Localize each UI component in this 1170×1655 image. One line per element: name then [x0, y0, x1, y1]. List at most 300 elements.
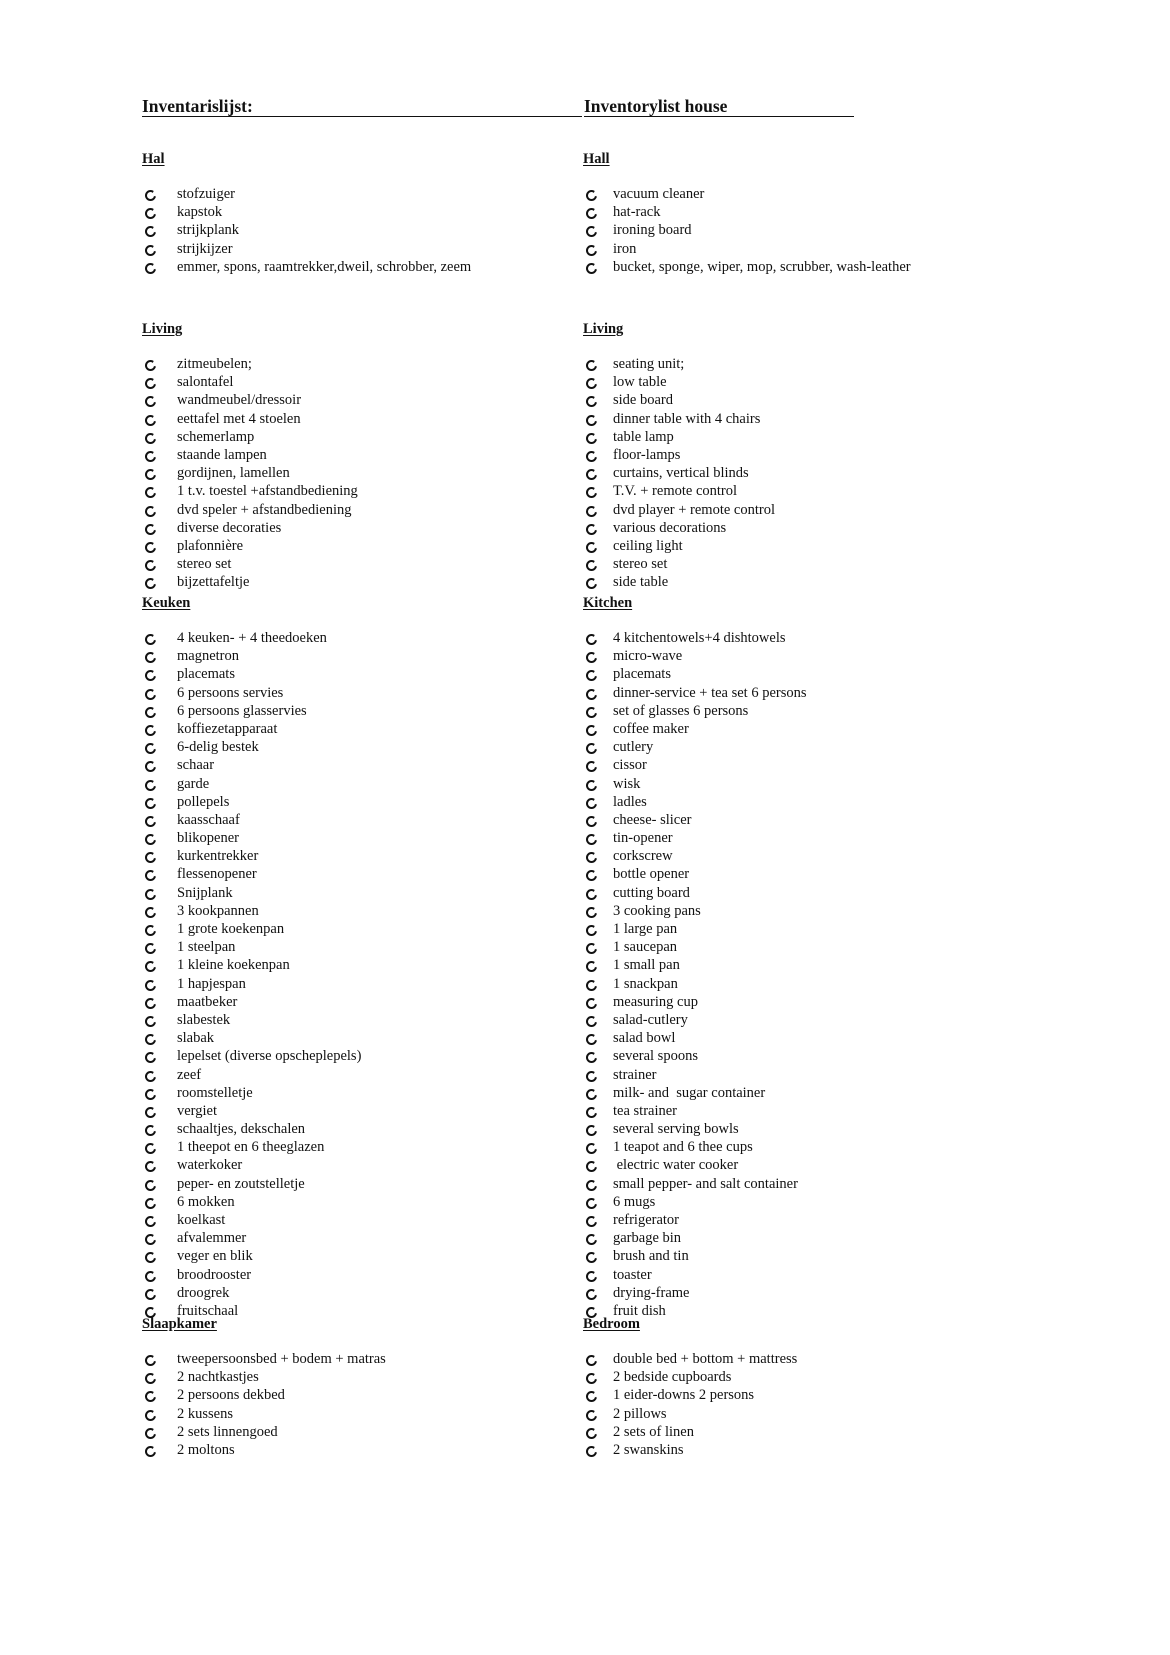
checkbox-circle-icon[interactable] [586, 816, 597, 827]
list-item [142, 446, 267, 464]
item-label: refrigerator [613, 1212, 680, 1228]
checkbox-circle-icon[interactable] [145, 578, 156, 589]
list-item [583, 1011, 688, 1029]
item-label: milk- and sugar container [613, 1084, 766, 1101]
checkbox-circle-icon[interactable] [586, 469, 597, 480]
item-label: curtains, vertical blinds [613, 465, 749, 482]
checkbox-circle-icon[interactable] [145, 689, 156, 700]
list-item [583, 1350, 798, 1368]
list-item [142, 1175, 305, 1193]
checkbox-circle-icon[interactable] [586, 1355, 597, 1366]
list-item [142, 1229, 247, 1247]
checkbox-circle-icon[interactable] [145, 780, 156, 791]
list-item [142, 1138, 325, 1156]
item-label: strijkplank [177, 222, 240, 239]
item-label: maatbeker [177, 993, 238, 1010]
item-list [583, 1350, 798, 1459]
list-item [142, 665, 235, 683]
section-heading: Kitchen [583, 595, 633, 611]
item-label: fruit dish [613, 1302, 666, 1319]
item-list [142, 185, 472, 276]
checkbox-circle-icon[interactable] [586, 433, 597, 444]
list-item [142, 1029, 215, 1047]
checkbox-circle-icon[interactable] [145, 487, 156, 498]
checkbox-circle-icon[interactable] [145, 415, 156, 426]
list-item [583, 185, 705, 203]
checkbox-circle-icon[interactable] [145, 208, 156, 219]
item-label: strijkijzer [177, 240, 233, 257]
list-item [583, 811, 692, 829]
checkbox-circle-icon[interactable] [586, 208, 597, 219]
item-label: 1 grote koekenpan [177, 921, 285, 937]
item-label: 1 theepot en 6 theeglazen [177, 1139, 325, 1156]
item-label: blikopener [177, 830, 240, 847]
checkbox-circle-icon[interactable] [145, 263, 156, 274]
checkbox-circle-icon[interactable] [586, 226, 597, 237]
checkbox-circle-icon[interactable] [586, 889, 597, 900]
item-label: various decorations [613, 519, 727, 536]
item-label: 1 eider-downs 2 persons [613, 1387, 755, 1404]
checkbox-circle-icon[interactable] [145, 889, 156, 900]
item-label: 1 snackpan [613, 975, 678, 992]
list-item [583, 920, 678, 938]
list-item [583, 1175, 798, 1193]
checkbox-circle-icon[interactable] [586, 1410, 597, 1421]
item-label: afvalemmer [177, 1230, 247, 1247]
checkbox-circle-icon[interactable] [145, 451, 156, 462]
checkbox-circle-icon[interactable] [586, 634, 597, 645]
checkbox-circle-icon[interactable] [145, 798, 156, 809]
item-label: 1 large pan [613, 921, 678, 937]
list-item [142, 756, 215, 774]
item-label: Snijplank [177, 884, 233, 901]
list-item [142, 647, 240, 665]
list-item [583, 684, 807, 702]
item-label: 2 moltons [177, 1441, 235, 1458]
checkbox-circle-icon[interactable] [145, 542, 156, 553]
checkbox-circle-icon[interactable] [586, 396, 597, 407]
item-label: 1 steelpan [177, 939, 236, 956]
list-item [583, 938, 678, 956]
list-item [583, 629, 786, 647]
list-item [583, 555, 668, 573]
list-item [583, 738, 654, 756]
item-label: magnetron [177, 648, 240, 665]
item-label: kaasschaaf [177, 811, 240, 828]
item-list [142, 1350, 386, 1459]
list-item [142, 573, 250, 591]
checkbox-circle-icon[interactable] [145, 1161, 156, 1172]
checkbox-circle-icon[interactable] [586, 834, 597, 845]
list-item [583, 1405, 667, 1423]
checkbox-circle-icon[interactable] [586, 1161, 597, 1172]
checkbox-circle-icon[interactable] [586, 378, 597, 389]
checkbox-circle-icon[interactable] [586, 1089, 597, 1100]
list-item [583, 464, 749, 482]
item-label: 1 saucepan [613, 939, 678, 956]
item-label: placemats [613, 666, 671, 683]
item-label: zeef [177, 1066, 202, 1083]
checkbox-circle-icon[interactable] [145, 1016, 156, 1027]
item-label: 1 t.v. toestel +afstandbediening [177, 483, 358, 500]
checkbox-circle-icon[interactable] [586, 1071, 597, 1082]
checkbox-circle-icon[interactable] [586, 1234, 597, 1245]
item-label: cutlery [613, 739, 654, 756]
checkbox-circle-icon[interactable] [145, 396, 156, 407]
item-label: ceiling light [613, 537, 683, 554]
item-label: waterkoker [177, 1157, 243, 1174]
item-label: eettafel met 4 stoelen [177, 410, 301, 427]
checkbox-circle-icon[interactable] [586, 1052, 597, 1063]
list-item [142, 1102, 217, 1120]
checkbox-circle-icon[interactable] [586, 907, 597, 918]
list-item [142, 884, 233, 902]
section-hal-right [583, 150, 911, 276]
list-item [583, 391, 673, 409]
list-item [583, 1029, 676, 1047]
checkbox-circle-icon[interactable] [145, 524, 156, 535]
list-item [142, 1156, 243, 1174]
list-item [142, 391, 302, 409]
item-list [583, 355, 775, 591]
item-label: schaar [177, 757, 215, 774]
item-label: 1 hapjespan [177, 975, 246, 992]
checkbox-circle-icon[interactable] [145, 998, 156, 1009]
checkbox-circle-icon[interactable] [586, 998, 597, 1009]
checkbox-circle-icon[interactable] [145, 1143, 156, 1154]
checkbox-circle-icon[interactable] [145, 1125, 156, 1136]
list-item [583, 865, 690, 883]
checkbox-circle-icon[interactable] [145, 226, 156, 237]
list-item [583, 428, 674, 446]
list-item [142, 847, 259, 865]
section-keuken-left [142, 594, 362, 1320]
list-item [583, 1047, 698, 1065]
list-item [583, 702, 749, 720]
checkbox-circle-icon[interactable] [145, 1071, 156, 1082]
document-title-english: Inventorylist house [584, 96, 854, 117]
item-label: dinner-service + tea set 6 persons [613, 684, 807, 701]
item-label: 2 sets of linen [613, 1423, 694, 1440]
checkbox-circle-icon[interactable] [586, 245, 597, 256]
checkbox-circle-icon[interactable] [586, 1271, 597, 1282]
checkbox-circle-icon[interactable] [145, 816, 156, 827]
item-label: veger en blik [177, 1248, 253, 1265]
list-item [583, 829, 673, 847]
list-item [142, 975, 246, 993]
list-item [583, 1084, 766, 1102]
item-label: 2 nachtkastjes [177, 1369, 259, 1386]
item-label: 2 swanskins [613, 1441, 684, 1458]
item-label: corkscrew [613, 848, 673, 865]
item-label: toaster [613, 1266, 652, 1283]
checkbox-circle-icon[interactable] [145, 1107, 156, 1118]
item-label: tin-opener [613, 830, 673, 847]
checkbox-circle-icon[interactable] [586, 1125, 597, 1136]
checkbox-circle-icon[interactable] [145, 1355, 156, 1366]
item-label: flessenopener [177, 866, 257, 883]
checkbox-circle-icon[interactable] [145, 870, 156, 881]
item-label: strainer [613, 1066, 657, 1083]
item-list [142, 355, 358, 591]
checkbox-circle-icon[interactable] [145, 1373, 156, 1384]
item-label: small pepper- and salt container [613, 1175, 798, 1192]
checkbox-circle-icon[interactable] [586, 780, 597, 791]
checkbox-circle-icon[interactable] [586, 725, 597, 736]
list-item [583, 573, 669, 591]
checkbox-circle-icon[interactable] [586, 190, 597, 201]
list-item [142, 993, 238, 1011]
checkbox-circle-icon[interactable] [586, 1034, 597, 1045]
checkbox-circle-icon[interactable] [586, 743, 597, 754]
checkbox-circle-icon[interactable] [145, 725, 156, 736]
checkbox-circle-icon[interactable] [586, 560, 597, 571]
checkbox-circle-icon[interactable] [586, 415, 597, 426]
list-item [583, 647, 683, 665]
item-label: 4 kitchentowels+4 dishtowels [613, 630, 786, 646]
list-item [142, 258, 472, 276]
checkbox-circle-icon[interactable] [145, 360, 156, 371]
checkbox-circle-icon[interactable] [586, 524, 597, 535]
item-label: 2 pillows [613, 1405, 667, 1422]
list-item [142, 684, 284, 702]
list-item [583, 665, 671, 683]
checkbox-circle-icon[interactable] [145, 907, 156, 918]
list-item [583, 373, 667, 391]
item-label: electric water cooker [613, 1157, 739, 1174]
list-item [142, 1120, 306, 1138]
item-label: cissor [613, 757, 647, 774]
item-label: low table [613, 374, 667, 391]
list-item [583, 203, 661, 221]
list-item [142, 1211, 226, 1229]
list-item [583, 482, 738, 500]
checkbox-circle-icon[interactable] [145, 1216, 156, 1227]
item-label: stereo set [177, 556, 232, 573]
list-item [142, 1011, 231, 1029]
item-label: salad-cutlery [613, 1011, 688, 1028]
item-label: side table [613, 574, 669, 591]
item-label: salad bowl [613, 1030, 676, 1047]
item-list [583, 629, 807, 1320]
list-item [142, 811, 240, 829]
checkbox-circle-icon[interactable] [586, 1289, 597, 1300]
list-item [583, 1441, 684, 1459]
checkbox-circle-icon[interactable] [586, 578, 597, 589]
checkbox-circle-icon[interactable] [586, 263, 597, 274]
checkbox-circle-icon[interactable] [586, 870, 597, 881]
item-list [142, 629, 362, 1320]
list-item [583, 1368, 732, 1386]
checkbox-circle-icon[interactable] [145, 980, 156, 991]
item-label: 2 persoons dekbed [177, 1387, 285, 1404]
item-label: slabestek [177, 1011, 231, 1028]
section-heading: Slaapkamer [142, 1316, 217, 1332]
list-item [583, 1156, 739, 1174]
checkbox-circle-icon[interactable] [586, 761, 597, 772]
checkbox-circle-icon[interactable] [586, 1198, 597, 1209]
item-label: 4 keuken- + 4 theedoeken [177, 630, 327, 646]
list-item [142, 519, 282, 537]
checkbox-circle-icon[interactable] [145, 433, 156, 444]
checkbox-circle-icon[interactable] [586, 487, 597, 498]
checkbox-circle-icon[interactable] [145, 190, 156, 201]
checkbox-circle-icon[interactable] [145, 1198, 156, 1209]
checkbox-circle-icon[interactable] [145, 834, 156, 845]
list-item [583, 519, 727, 537]
list-item [583, 1423, 694, 1441]
item-label: placemats [177, 666, 235, 683]
list-item [142, 1084, 253, 1102]
item-label: dvd player + remote control [613, 501, 775, 518]
section-living-right [583, 320, 775, 591]
item-label: plafonnière [177, 537, 244, 554]
checkbox-circle-icon[interactable] [145, 961, 156, 972]
item-label: hat-rack [613, 204, 661, 221]
checkbox-circle-icon[interactable] [586, 852, 597, 863]
checkbox-circle-icon[interactable] [145, 469, 156, 480]
checkbox-circle-icon[interactable] [586, 652, 597, 663]
list-item [583, 1386, 755, 1404]
list-item [583, 258, 911, 276]
checkbox-circle-icon[interactable] [145, 245, 156, 256]
item-label: droogrek [177, 1284, 230, 1301]
item-label: garde [177, 775, 210, 792]
checkbox-circle-icon[interactable] [586, 798, 597, 809]
checkbox-circle-icon[interactable] [145, 1034, 156, 1045]
list-item [142, 865, 257, 883]
checkbox-circle-icon[interactable] [586, 1016, 597, 1027]
list-item [142, 1247, 253, 1265]
checkbox-circle-icon[interactable] [145, 1410, 156, 1421]
checkbox-circle-icon[interactable] [145, 1052, 156, 1063]
list-item [583, 1247, 689, 1265]
list-item [142, 938, 236, 956]
checkbox-circle-icon[interactable] [586, 707, 597, 718]
checkbox-circle-icon[interactable] [145, 652, 156, 663]
checkbox-circle-icon[interactable] [586, 542, 597, 553]
checkbox-circle-icon[interactable] [145, 670, 156, 681]
item-label: coffee maker [613, 720, 689, 737]
checkbox-circle-icon[interactable] [145, 707, 156, 718]
checkbox-circle-icon[interactable] [145, 1089, 156, 1100]
section-hal-left [142, 150, 472, 276]
checkbox-circle-icon[interactable] [586, 360, 597, 371]
section-heading: Hal [142, 151, 165, 167]
checkbox-circle-icon[interactable] [586, 1252, 597, 1263]
checkbox-circle-icon[interactable] [586, 1428, 597, 1439]
checkbox-circle-icon[interactable] [145, 1391, 156, 1402]
list-item [142, 1266, 252, 1284]
list-item [142, 501, 352, 519]
item-label: schaaltjes, dekschalen [177, 1121, 306, 1138]
item-label: seating unit; [613, 356, 685, 372]
item-label: garbage bin [613, 1230, 682, 1247]
checkbox-circle-icon[interactable] [586, 980, 597, 991]
checkbox-circle-icon[interactable] [586, 943, 597, 954]
checkbox-circle-icon[interactable] [145, 1180, 156, 1191]
list-item [583, 1102, 678, 1120]
checkbox-circle-icon[interactable] [586, 1216, 597, 1227]
item-label: 2 sets linnengoed [177, 1423, 278, 1440]
list-item [142, 203, 223, 221]
item-label: 2 bedside cupboards [613, 1369, 732, 1386]
checkbox-circle-icon[interactable] [586, 451, 597, 462]
checkbox-circle-icon[interactable] [145, 1289, 156, 1300]
checkbox-circle-icon[interactable] [145, 761, 156, 772]
section-heading: Hall [583, 151, 610, 167]
list-item [142, 555, 232, 573]
list-item [583, 1193, 656, 1211]
checkbox-circle-icon[interactable] [145, 506, 156, 517]
list-item [142, 428, 255, 446]
checkbox-circle-icon[interactable] [145, 852, 156, 863]
checkbox-circle-icon[interactable] [586, 1143, 597, 1154]
checkbox-circle-icon[interactable] [145, 634, 156, 645]
section-heading: Keuken [142, 595, 191, 611]
checkbox-circle-icon[interactable] [586, 1373, 597, 1384]
checkbox-circle-icon[interactable] [586, 670, 597, 681]
checkbox-circle-icon[interactable] [586, 961, 597, 972]
list-item [142, 185, 235, 203]
checkbox-circle-icon[interactable] [145, 1446, 156, 1457]
checkbox-circle-icon[interactable] [586, 1391, 597, 1402]
checkbox-circle-icon[interactable] [586, 1107, 597, 1118]
list-item [142, 1386, 285, 1404]
item-label: side board [613, 392, 673, 409]
checkbox-circle-icon[interactable] [145, 560, 156, 571]
item-label: 6 persoons servies [177, 684, 284, 701]
checkbox-circle-icon[interactable] [145, 743, 156, 754]
checkbox-circle-icon[interactable] [145, 1428, 156, 1439]
list-item [583, 775, 641, 793]
list-item [583, 240, 637, 258]
item-label: diverse decoraties [177, 519, 282, 536]
checkbox-circle-icon[interactable] [145, 1271, 156, 1282]
item-label: wisk [613, 775, 641, 792]
list-item [142, 920, 285, 938]
list-item [142, 1066, 202, 1084]
checkbox-circle-icon[interactable] [145, 1234, 156, 1245]
checkbox-circle-icon[interactable] [145, 943, 156, 954]
item-label: iron [613, 240, 637, 257]
checkbox-circle-icon[interactable] [586, 1446, 597, 1457]
item-label: fruitschaal [177, 1302, 239, 1319]
list-item [583, 756, 647, 774]
item-label: ironing board [613, 222, 692, 239]
list-item [142, 537, 244, 555]
item-label: set of glasses 6 persons [613, 702, 749, 719]
item-label: drying-frame [613, 1284, 690, 1301]
item-label: 1 kleine koekenpan [177, 957, 290, 974]
checkbox-circle-icon[interactable] [586, 506, 597, 517]
checkbox-circle-icon[interactable] [586, 1180, 597, 1191]
checkbox-circle-icon[interactable] [586, 925, 597, 936]
checkbox-circle-icon[interactable] [586, 689, 597, 700]
list-item [142, 1423, 278, 1441]
checkbox-circle-icon[interactable] [145, 1252, 156, 1263]
list-item [142, 1193, 235, 1211]
item-label: bijzettafeltje [177, 574, 250, 591]
checkbox-circle-icon[interactable] [145, 925, 156, 936]
list-item [583, 537, 683, 555]
list-item [142, 738, 259, 756]
list-item [583, 1266, 652, 1284]
checkbox-circle-icon[interactable] [145, 378, 156, 389]
list-item [142, 702, 307, 720]
section-living-left [142, 320, 358, 591]
section-slaapkamer-left [142, 1315, 386, 1459]
